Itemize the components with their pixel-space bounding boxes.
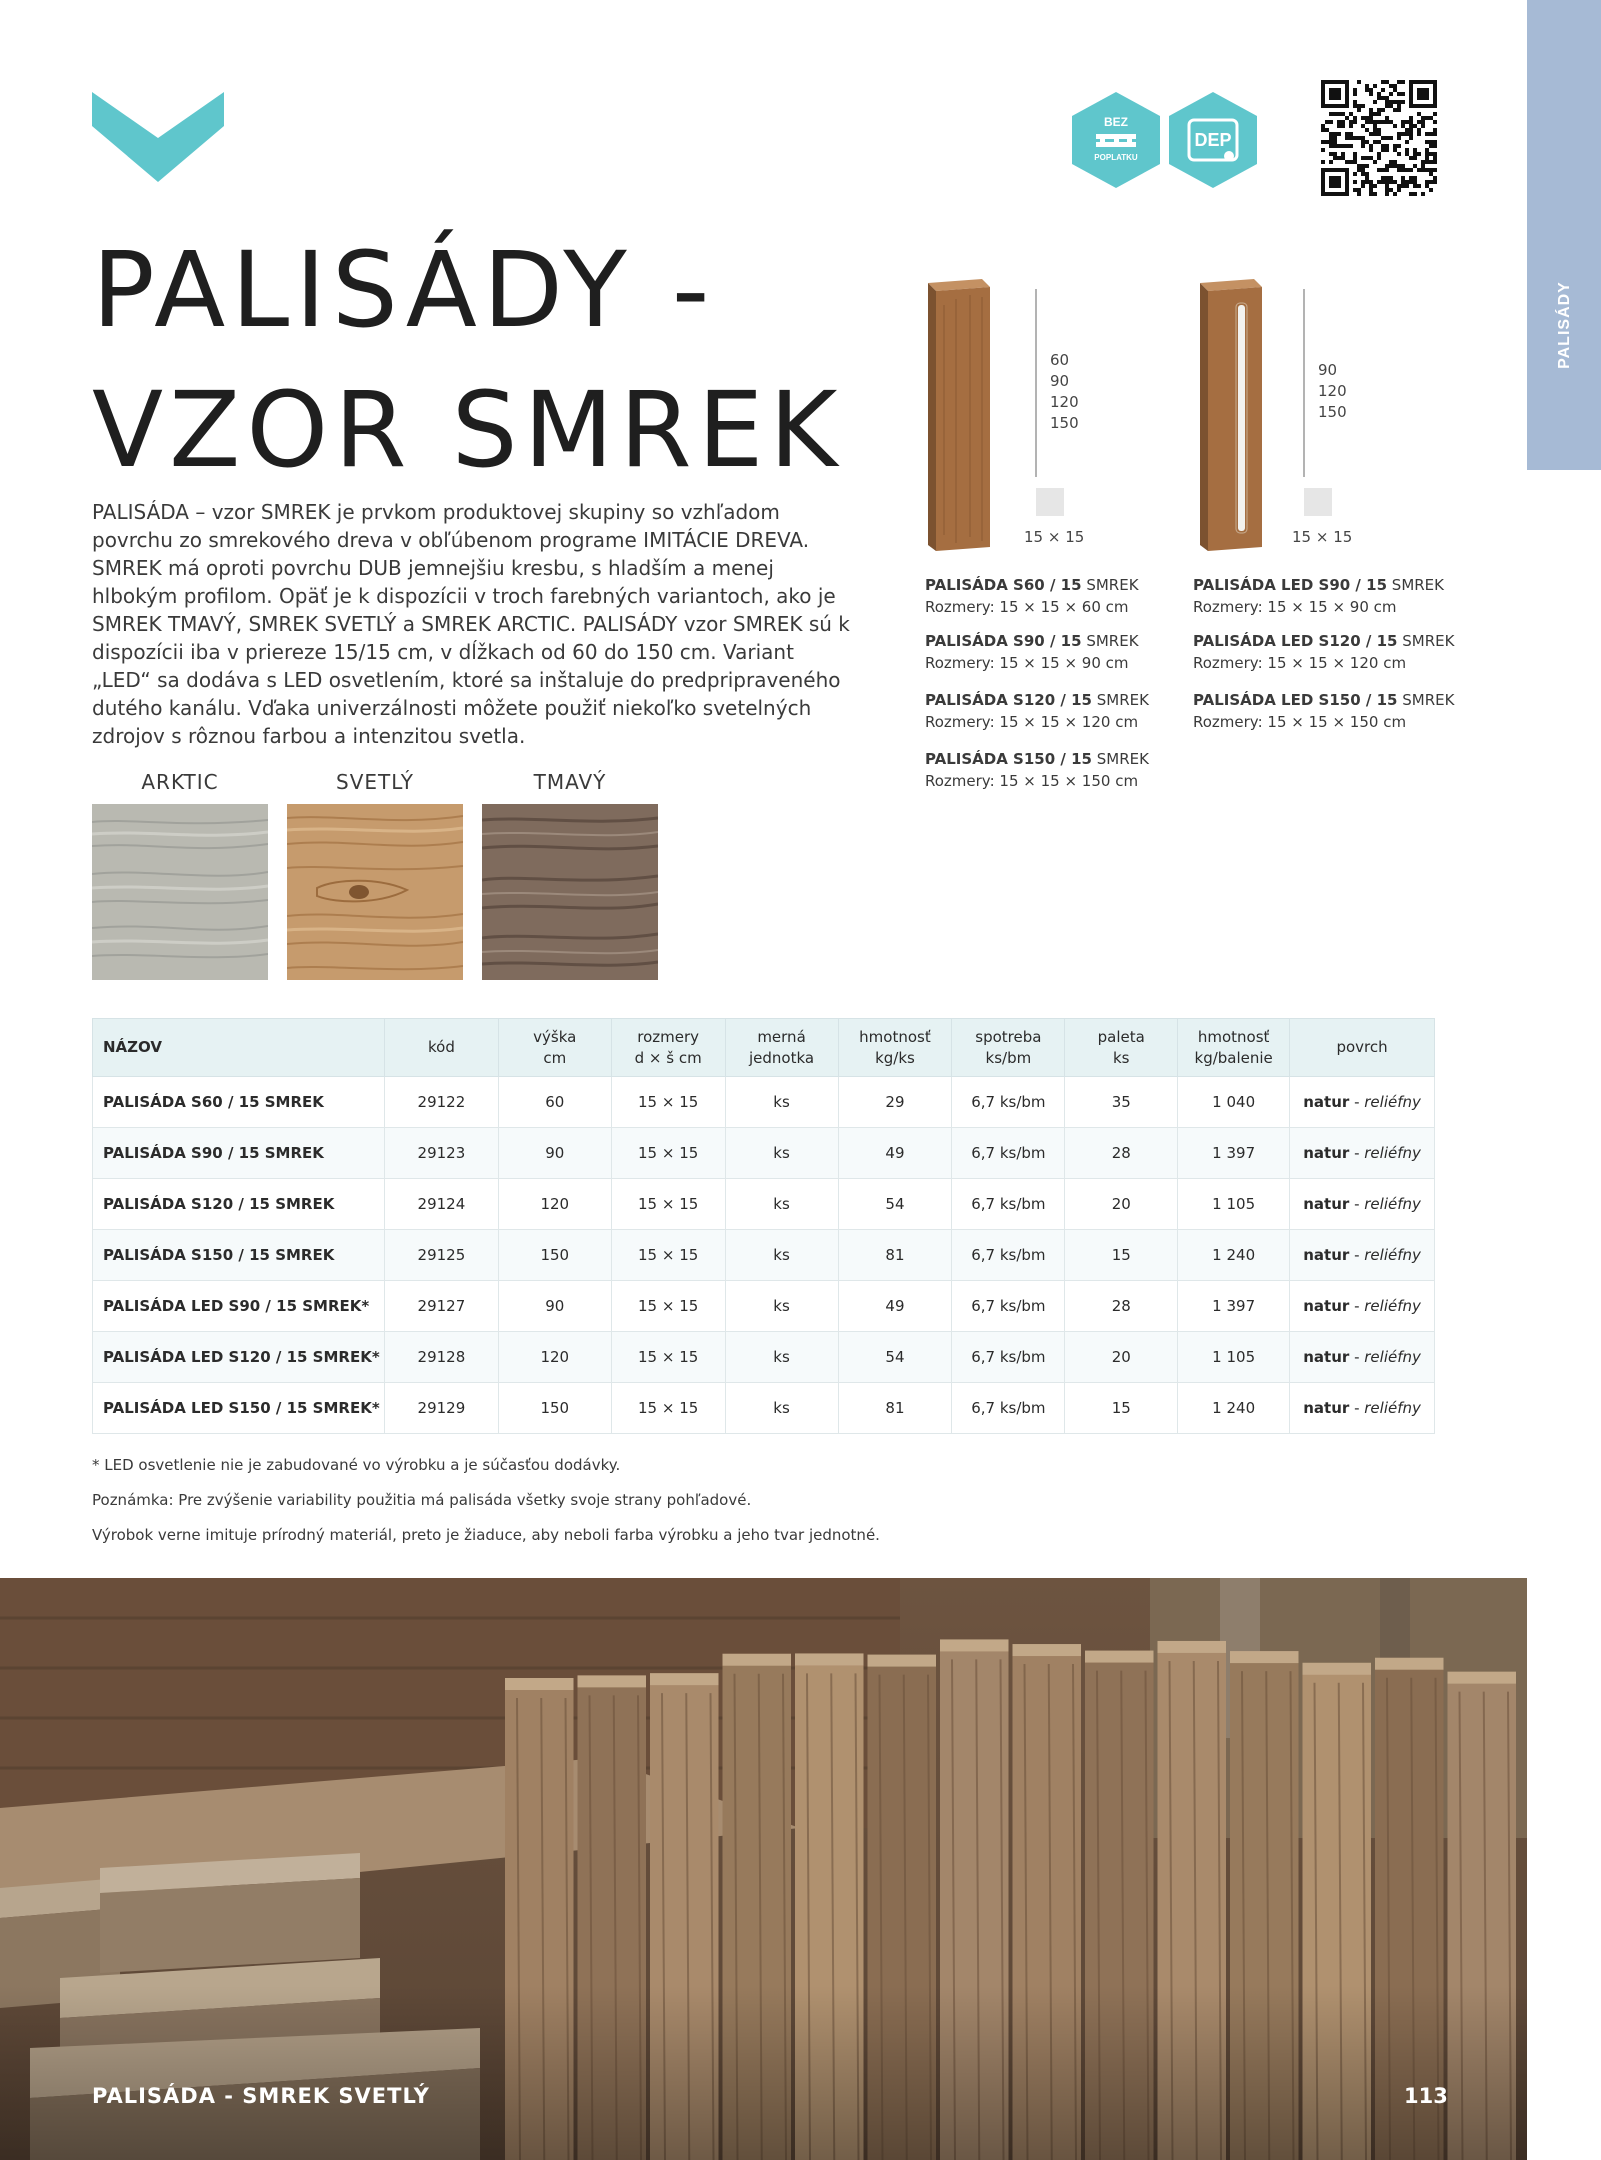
table-cell: 15 × 15 (611, 1077, 725, 1128)
spec-name: PALISÁDA S120 / 15 (925, 691, 1092, 709)
surface-texture: reliéfny (1364, 1246, 1421, 1264)
table-cell: 49 (838, 1128, 952, 1179)
page-title (92, 220, 844, 500)
surface-cell: natur - reliéfny (1290, 1128, 1435, 1179)
table-cell: 1 105 (1178, 1332, 1290, 1383)
table-cell: 15 × 15 (611, 1281, 725, 1332)
product-table (92, 1018, 1435, 1434)
table-cell: 90 (498, 1128, 611, 1179)
table-cell: PALISÁDA S120 / 15 SMREK (93, 1179, 385, 1230)
spec-dims: Rozmery: 15 × 15 × 150 cm (925, 772, 1139, 790)
spec-kind: SMREK (1402, 632, 1455, 650)
led-base: 15 × 15 (1292, 528, 1353, 546)
table-cell: 150 (498, 1230, 611, 1281)
table-cell: PALISÁDA S150 / 15 SMREK (93, 1230, 385, 1281)
table-cell: 6,7 ks/bm (952, 1128, 1065, 1179)
badge-bez-line1: BEZ (1104, 115, 1128, 129)
table-cell: 54 (838, 1332, 952, 1383)
spec-item (925, 689, 1149, 733)
footnotes (92, 1448, 880, 1553)
spec-item (1193, 689, 1454, 733)
spec-name: PALISÁDA LED S120 / 15 (1193, 632, 1398, 650)
spec-kind: SMREK (1096, 691, 1149, 709)
table-cell: 49 (838, 1281, 952, 1332)
swatch-arktic (92, 804, 268, 980)
table-cell: 29122 (384, 1077, 498, 1128)
table-cell: 60 (498, 1077, 611, 1128)
surface-finish: natur (1303, 1093, 1350, 1111)
dep-icon (1224, 151, 1234, 161)
spec-kind: SMREK (1086, 576, 1139, 594)
table-header-row (93, 1019, 1435, 1077)
table-cell: 35 (1065, 1077, 1178, 1128)
surface-texture: reliéfny (1364, 1195, 1421, 1213)
intro-paragraph: PALISÁDA – vzor SMREK je prvkom produktovej skupiny so vzhľadom povrchu zo smrekového dreva v obľúbenom programe IMITÁCIE DREVA. SMREK má oproti povrchu DUB jemnejšiu kresbu, s hladším a menej hlbokým profilom. Opäť je k dispozícii v troch farebných variantoch, ako je SMREK TMAVÝ, SMREK SVETLÝ a SMREK ARCTIC. PALISÁDY vzor SMREK sú k dispozícii iba v priereze 15/15 cm, v dĺžkach od 60 do 150 cm. Variant „LED“ sa dodáva s LED osvetlením, ktoré sa inštaluje do predpripraveného dutého kanálu. Vďaka univerzálnosti môžete použiť niekoľko svetelných zdrojov s rôznou farbou a intenzitou svetla. (92, 500, 850, 748)
surface-finish: natur (1303, 1348, 1350, 1366)
spec-name: PALISÁDA S150 / 15 (925, 750, 1092, 768)
surface-finish: natur (1303, 1195, 1350, 1213)
col-header-kod: kód (384, 1019, 498, 1077)
dep-badge-text: DEP (1194, 130, 1232, 150)
page-number: 113 (1404, 2084, 1448, 2108)
title-line-1: PALISÁDY - (92, 229, 716, 351)
footnote: Poznámka: Pre zvýšenie variability použitia má palisáda všetky svoje strany pohľadové. (92, 1491, 752, 1509)
footnote: Výrobok verne imituje prírodný materiál, preto je žiaduce, aby neboli farba výrobku a jeho tvar jednotné. (92, 1526, 880, 1544)
chevron-down-icon (92, 92, 224, 182)
spec-dims: Rozmery: 15 × 15 × 150 cm (1193, 713, 1407, 731)
spec-kind: SMREK (1391, 576, 1444, 594)
surface-texture: reliéfny (1364, 1399, 1421, 1417)
spec-name: PALISÁDA S90 / 15 (925, 632, 1082, 650)
table-cell: PALISÁDA S90 / 15 SMREK (93, 1128, 385, 1179)
surface-texture: reliéfny (1364, 1348, 1421, 1366)
spec-name: PALISÁDA LED S150 / 15 (1193, 691, 1398, 709)
table-cell: 81 (838, 1230, 952, 1281)
spec-item (1193, 574, 1444, 618)
surface-texture: reliéfny (1364, 1144, 1421, 1162)
spec-name: PALISÁDA LED S90 / 15 (1193, 576, 1388, 594)
surface-cell: natur - reliéfny (1290, 1332, 1435, 1383)
swatch-tmavy (482, 804, 658, 980)
table-cell: 120 (498, 1332, 611, 1383)
surface-finish: natur (1303, 1399, 1350, 1417)
table-cell: 1 397 (1178, 1281, 1290, 1332)
table-cell: 1 105 (1178, 1179, 1290, 1230)
table-cell: 29127 (384, 1281, 498, 1332)
table-cell: 20 (1065, 1179, 1178, 1230)
height-value: 150 (1050, 414, 1079, 432)
footnote: * LED osvetlenie nie je zabudované vo výrobku a je súčasťou dodávky. (92, 1456, 621, 1474)
table-cell: 29124 (384, 1179, 498, 1230)
photo-caption: PALISÁDA - SMREK SVETLÝ (92, 2084, 430, 2108)
surface-cell: natur - reliéfny (1290, 1281, 1435, 1332)
badge-bez-line2: POPLATKU (1094, 153, 1138, 162)
table-cell: 15 × 15 (611, 1230, 725, 1281)
table-cell: 29129 (384, 1383, 498, 1434)
side-section-tab (1527, 0, 1601, 470)
surface-cell: natur - reliéfny (1290, 1077, 1435, 1128)
table-cell: 29123 (384, 1128, 498, 1179)
height-value: 120 (1318, 382, 1347, 400)
table-cell: 150 (498, 1383, 611, 1434)
col-header-nazov: NÁZOV (93, 1019, 385, 1077)
swatch-label-svetly: SVETLÝ (336, 770, 414, 794)
swatch-svetly (287, 804, 463, 980)
table-cell: 54 (838, 1179, 952, 1230)
table-cell: PALISÁDA LED S150 / 15 SMREK* (93, 1383, 385, 1434)
spec-kind: SMREK (1086, 632, 1139, 650)
surface-cell: natur - reliéfny (1290, 1179, 1435, 1230)
surface-texture: reliéfny (1364, 1093, 1421, 1111)
qr-code-icon[interactable] (1321, 80, 1437, 196)
spec-dims: Rozmery: 15 × 15 × 90 cm (1193, 598, 1397, 616)
table-cell: 6,7 ks/bm (952, 1230, 1065, 1281)
table-cell: 29125 (384, 1230, 498, 1281)
table-cell: PALISÁDA LED S120 / 15 SMREK* (93, 1332, 385, 1383)
table-cell: 6,7 ks/bm (952, 1179, 1065, 1230)
table-cell: 81 (838, 1383, 952, 1434)
table-cell: ks (725, 1230, 838, 1281)
table-cell: 28 (1065, 1128, 1178, 1179)
table-cell: 15 × 15 (611, 1179, 725, 1230)
spec-item (925, 574, 1139, 618)
height-value: 60 (1050, 351, 1070, 369)
table-cell: 6,7 ks/bm (952, 1281, 1065, 1332)
table-cell: 15 (1065, 1383, 1178, 1434)
table-cell: ks (725, 1332, 838, 1383)
standard-heights (1050, 350, 1079, 434)
table-cell: ks (725, 1077, 838, 1128)
col-header-vyska: výška cm (498, 1019, 611, 1077)
table-cell: 15 × 15 (611, 1332, 725, 1383)
table-cell: 90 (498, 1281, 611, 1332)
spec-item (925, 748, 1149, 792)
col-header-paleta: paleta ks (1065, 1019, 1178, 1077)
col-header-hmotnost-balenie: hmotnosť kg/balenie (1178, 1019, 1290, 1077)
swatch-label-arktic: ARKTIC (141, 770, 219, 794)
swatch-label-tmavy: TMAVÝ (533, 770, 607, 794)
spec-dims: Rozmery: 15 × 15 × 60 cm (925, 598, 1129, 616)
table-row (93, 1383, 1435, 1434)
table-cell: 29 (838, 1077, 952, 1128)
table-cell: 15 × 15 (611, 1383, 725, 1434)
table-cell: ks (725, 1179, 838, 1230)
height-value: 120 (1050, 393, 1079, 411)
table-row (93, 1230, 1435, 1281)
spec-item (1193, 630, 1454, 674)
height-value: 90 (1050, 372, 1070, 390)
table-row (93, 1332, 1435, 1383)
col-header-povrch: povrch (1290, 1019, 1435, 1077)
surface-finish: natur (1303, 1144, 1350, 1162)
table-cell: 1 040 (1178, 1077, 1290, 1128)
surface-cell: natur - reliéfny (1290, 1230, 1435, 1281)
table-row (93, 1128, 1435, 1179)
palisade-post-figure (920, 275, 1160, 555)
dep-badge (1167, 90, 1259, 190)
surface-finish: natur (1303, 1297, 1350, 1315)
col-header-hmotnost: hmotnosť kg/ks (838, 1019, 952, 1077)
surface-cell: natur - reliéfny (1290, 1383, 1435, 1434)
table-cell: ks (725, 1128, 838, 1179)
table-cell: 6,7 ks/bm (952, 1332, 1065, 1383)
spec-kind: SMREK (1096, 750, 1149, 768)
spec-dims: Rozmery: 15 × 15 × 120 cm (1193, 654, 1407, 672)
table-row (93, 1281, 1435, 1332)
bez-poplatku-badge (1070, 90, 1162, 190)
table-cell: 6,7 ks/bm (952, 1383, 1065, 1434)
table-cell: 15 × 15 (611, 1128, 725, 1179)
spec-item (925, 630, 1139, 674)
table-cell: 28 (1065, 1281, 1178, 1332)
col-header-spotreba: spotreba ks/bm (952, 1019, 1065, 1077)
table-row (93, 1077, 1435, 1128)
table-cell: 1 397 (1178, 1128, 1290, 1179)
table-cell: PALISÁDA LED S90 / 15 SMREK* (93, 1281, 385, 1332)
table-cell: 1 240 (1178, 1230, 1290, 1281)
surface-texture: reliéfny (1364, 1297, 1421, 1315)
col-header-rozmery: rozmery d × š cm (611, 1019, 725, 1077)
table-cell: 29128 (384, 1332, 498, 1383)
table-cell: 1 240 (1178, 1383, 1290, 1434)
product-photo (0, 1578, 1527, 2160)
palisade-led-post-figure (1192, 275, 1432, 555)
table-cell: 6,7 ks/bm (952, 1077, 1065, 1128)
pallet-icon (1096, 134, 1136, 147)
spec-dims: Rozmery: 15 × 15 × 120 cm (925, 713, 1139, 731)
spec-name: PALISÁDA S60 / 15 (925, 576, 1082, 594)
table-cell: ks (725, 1383, 838, 1434)
standard-base: 15 × 15 (1024, 528, 1085, 546)
table-cell: PALISÁDA S60 / 15 SMREK (93, 1077, 385, 1128)
height-value: 150 (1318, 403, 1347, 421)
spec-dims: Rozmery: 15 × 15 × 90 cm (925, 654, 1129, 672)
table-cell: 15 (1065, 1230, 1178, 1281)
height-value: 90 (1318, 361, 1338, 379)
table-cell: 20 (1065, 1332, 1178, 1383)
table-row (93, 1179, 1435, 1230)
table-cell: 120 (498, 1179, 611, 1230)
side-tab-label: PALISÁDY (1556, 281, 1573, 369)
table-cell: ks (725, 1281, 838, 1332)
title-line-2: VZOR SMREK (92, 369, 844, 491)
led-heights (1318, 360, 1347, 423)
col-header-merna-jednotka: merná jednotka (725, 1019, 838, 1077)
surface-finish: natur (1303, 1246, 1350, 1264)
spec-kind: SMREK (1402, 691, 1455, 709)
